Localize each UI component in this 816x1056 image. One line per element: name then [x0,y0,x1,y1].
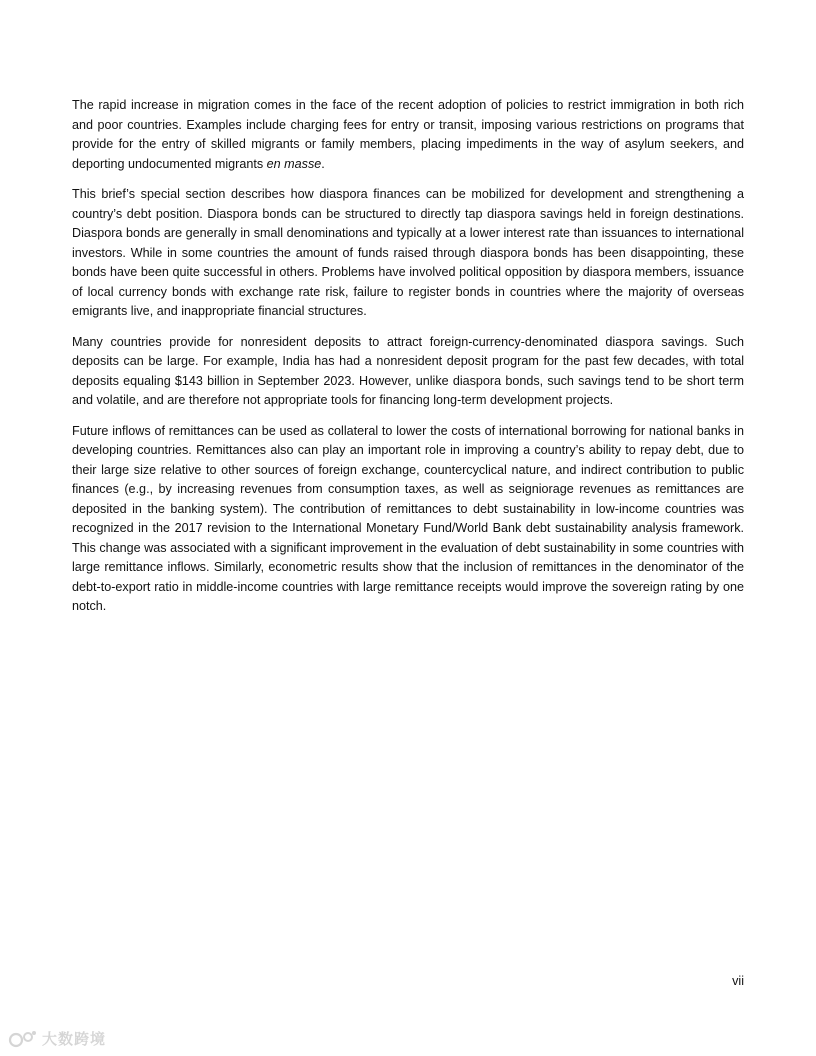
emphasis-text: en masse [266,156,322,171]
page-number: vii [732,974,744,988]
watermark-logo-icon [8,1029,38,1049]
body-text [72,96,744,628]
paragraph-text-end: . [321,156,325,171]
watermark [8,1028,106,1049]
paragraph-text: The rapid increase in migration comes in the face of the recent adoption of policies to restrict immigration in both rich and poor countries. Examples include charging fees for entry or transit, imposing various restrictions on programs that provide for the entry of skilled migrants or family members, placing impediments in the way of asylum seekers, and deporting undocumented migrants [72,98,744,171]
paragraph-diaspora-bonds: This brief’s special section describes how diaspora finances can be mobilized for development and strengthening a country’s debt position. Diaspora bonds can be structured to directly tap diaspora savings held in foreign destinations. Diaspora bonds are generally in small denominations and typically at a lower interest rate than issuances to international investors. While in some countries the amount of funds raised through diaspora bonds has been disappointing, these bonds have been quite successful in others. Problems have involved political opposition by diaspora members, issuance of local currency bonds with exchange rate risk, failure to register bonds in countries where the majority of overseas emigrants live, and inappropriate financial structures. [72,187,744,318]
watermark-text: 大数跨境 [42,1030,107,1048]
paragraph-nonresident-deposits: Many countries provide for nonresident deposits to attract foreign-currency-denominated diaspora savings. Such deposits can be large. For example, India has had a nonresident deposit program for the past few decades, with total deposits equaling $143 billion in September 2023. However, unlike diaspora bonds, such savings tend to be short term and volatile, and are therefore not appropriate tools for financing long-term development projects. [72,334,744,407]
paragraph-remittances-collateral: Future inflows of remittances can be used as collateral to lower the costs of international borrowing for national banks in developing countries. Remittances also can play an important role in improving a country’s ability to repay debt, due to their large size relative to other sources of foreign exchange, countercyclical nature, and indirect contribution to public finances (e.g., by increasing revenues from consumption taxes, as well as seigniorage revenues as remittances are deposited in the banking system). The contribution of remittances to debt sustainability in low-income countries was recognized in the 2017 revision to the International Monetary Fund/World Bank debt sustainability analysis framework. This change was associated with a significant improvement in the evaluation of debt sustainability in some countries with large remittance inflows. Similarly, econometric results show that the inclusion of remittances in the denominator of the debt-to-export ratio in middle-income countries with large remittance receipts would improve the sovereign rating by one notch. [72,423,744,613]
paragraph-immigration-policies [72,96,744,174]
